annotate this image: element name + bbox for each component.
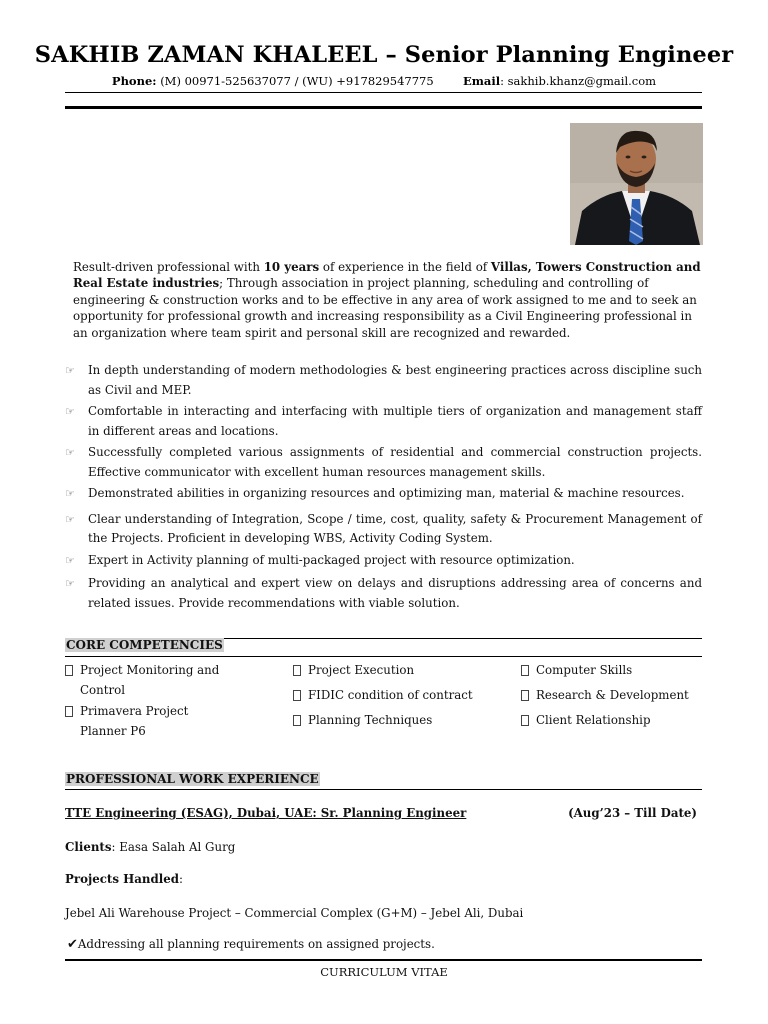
competency-item	[521, 660, 701, 680]
duty-text: Addressing all planning requirements on assigned projects.	[77, 937, 435, 951]
highlight-item	[65, 361, 702, 400]
highlight-item	[65, 574, 702, 613]
competency-text: Research & Development	[536, 688, 689, 702]
core-rule-bottom	[65, 656, 702, 657]
competency-text: Client Relationship	[536, 713, 651, 727]
project-name: Jebel Ali Warehouse Project – Commercial Complex (G+M) – Jebel Ali, Dubai	[65, 906, 524, 920]
summary-text-1: Result-driven professional with	[73, 260, 264, 274]
competency-item	[65, 660, 235, 700]
box-icon	[293, 665, 301, 676]
highlight-text: Expert in Activity planning of multi-packaged project with resource optimization.	[88, 552, 575, 567]
competency-item	[521, 710, 701, 730]
box-icon	[521, 715, 529, 726]
projects-colon: :	[178, 872, 183, 886]
email-label: Email	[462, 74, 501, 88]
highlight-text: Successfully completed various assignments of residential and commercial construction projects. Effective communicator with excellent human resources management skills.	[88, 445, 702, 479]
hand-pointing-icon: ☞	[65, 512, 75, 526]
competency-item	[293, 710, 513, 730]
box-icon	[65, 706, 73, 717]
header-rule-thick	[65, 106, 702, 109]
highlight-text: In depth understanding of modern methodologies & best engineering practices across discipline such as Civil and MEP.	[88, 363, 702, 397]
competency-text: Project Monitoring and Control	[80, 663, 220, 697]
competency-item	[65, 701, 235, 741]
portrait-illustration	[570, 123, 703, 245]
competency-text: Primavera Project Planner P6	[80, 704, 189, 738]
hand-pointing-icon: ☞	[65, 446, 75, 459]
experience-rule	[65, 789, 702, 790]
competency-text: FIDIC condition of contract	[308, 688, 473, 702]
highlight-text: Clear understanding of Integration, Scope / time, cost, quality, safety & Procurement Management of the Projects. Proficient in developing WBS, Activity Coding System.	[88, 511, 702, 545]
profile-photo	[570, 123, 703, 245]
competency-text: Planning Techniques	[308, 713, 433, 727]
core-competencies-heading: CORE COMPETENCIES	[66, 638, 223, 652]
competency-item	[521, 685, 701, 705]
competency-column-3	[521, 660, 701, 735]
highlight-item	[65, 551, 702, 571]
summary-field: Villas, Towers Construction and Real Estate industries	[73, 260, 701, 291]
projects-label: Projects Handled	[65, 872, 179, 886]
competency-column-2	[293, 660, 513, 735]
competency-text: Computer Skills	[536, 663, 633, 677]
email-value: : sakhib.khanz@gmail.com	[500, 74, 657, 88]
contact-line	[0, 74, 768, 88]
highlight-item	[65, 443, 702, 482]
job-header	[65, 806, 697, 820]
footer-label: CURRICULUM VITAE	[320, 965, 448, 979]
hand-pointing-icon: ☞	[65, 553, 75, 567]
clients-value: : Easa Salah Al Gurg	[111, 840, 236, 854]
box-icon	[293, 690, 301, 701]
highlights-list	[65, 361, 702, 615]
hand-pointing-icon: ☞	[65, 364, 75, 377]
page-title: SAKHIB ZAMAN KHALEEL – Senior Planning Engineer	[34, 42, 734, 68]
header-rule-thin	[65, 92, 702, 93]
footer-rule	[65, 959, 702, 961]
highlight-text: Comfortable in interacting and interfacing with multiple tiers of organization and management staff in different areas and locations.	[88, 404, 702, 438]
box-icon	[293, 715, 301, 726]
competency-column-1	[65, 660, 235, 746]
check-icon: ✔	[67, 937, 78, 952]
summary-text-3: ; Through association in project planning, scheduling and controlling of engineering & construction works and to be effective in any area of work assigned to me and to seek an opportunity for professional growth and increasing responsibility as a Civil Engineering professional in an organization where team spirit and personal skill are recognized and rewarded.	[73, 276, 697, 340]
summary-years: 10 years	[263, 260, 320, 274]
hand-pointing-icon: ☞	[65, 577, 75, 590]
work-experience-heading: PROFESSIONAL WORK EXPERIENCE	[66, 772, 319, 786]
job-dates: (Aug’23 – Till Date)	[568, 806, 697, 820]
clients-label: Clients	[65, 840, 112, 854]
box-icon	[521, 665, 529, 676]
box-icon	[65, 665, 73, 676]
summary-text-2: of experience in the field of	[319, 260, 491, 274]
highlight-item	[65, 402, 702, 441]
hand-pointing-icon: ☞	[65, 405, 75, 418]
competency-item	[293, 685, 513, 705]
hand-pointing-icon: ☞	[65, 487, 75, 500]
highlight-item	[65, 510, 702, 549]
box-icon	[521, 690, 529, 701]
professional-summary	[73, 259, 705, 341]
competency-item	[293, 660, 513, 680]
highlight-text: Providing an analytical and expert view on delays and disruptions addressing area of concerns and related issues. Provide recommendations with viable solution.	[88, 576, 702, 610]
company-role: TTE Engineering (ESAG), Dubai, UAE: Sr. Planning Engineer	[65, 806, 467, 820]
projects-heading	[65, 872, 183, 886]
competency-text: Project Execution	[308, 663, 415, 677]
highlight-item	[65, 484, 702, 504]
clients-line	[65, 840, 235, 854]
highlight-text: Demonstrated abilities in organizing resources and optimizing man, material & machine resources.	[88, 486, 685, 500]
phone-label: Phone:	[111, 74, 157, 88]
duty-item	[67, 937, 435, 952]
phone-value: (M) 00971-525637077 / (WU) +917829547775	[160, 74, 434, 88]
